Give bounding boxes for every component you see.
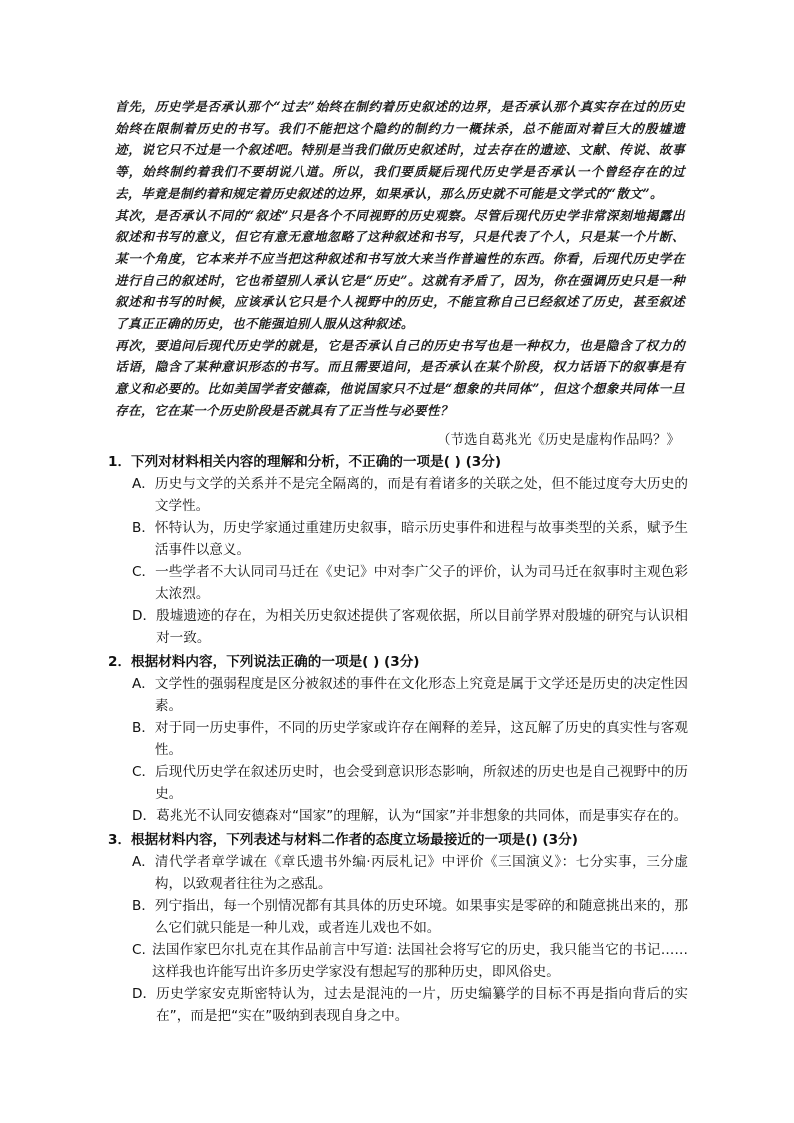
passage-paragraph-3: 再次，要追问后现代历史学的就是，它是否承认自己的历史书写也是一种权力，也是隐含了权力的话语，隐含了某种意识形态的书写。而且需要追问，是否承认在某个阶段，权力话语下的叙事是有意义和必要的。比如美国学者安德森，他说国家只不过是“想象的共同体”，但这个想象共同体一旦存在，它在某一个历史阶段是否就具有了正当性与必要性？ — [115, 337, 685, 418]
option-text: 文学性的强弱程度是区分被叙述的事件在文化形态上究竟是属于文学还是历史的决定性因素。 — [154, 676, 688, 714]
option-c — [108, 561, 688, 605]
option-letter: A． — [132, 854, 155, 870]
option-letter: C. — [132, 942, 146, 958]
question-3 — [108, 829, 688, 1027]
question-stem: 3．根据材料内容，下列表述与材料二作者的态度立场最接近的一项是() (3分) — [108, 832, 578, 848]
option-b — [108, 717, 688, 761]
option-text: 葛兆光不认同安德森对“国家”的理解，认为“国家”并非想象的共同体，而是事实存在的。 — [156, 808, 688, 824]
passage-source: （节选自葛兆光《历史是虚构作品吗？》 — [437, 432, 680, 448]
option-b — [108, 895, 688, 939]
option-letter: A． — [132, 676, 155, 692]
option-text: 对于同一历史事件，不同的历史学家或许存在阐释的差异，这瓦解了历史的真实性与客观性。 — [154, 720, 688, 758]
option-text: 历史学家安克斯密特认为，过去是混沌的一片，历史编纂学的目标不再是指向背后的实在”，而是把“实在”吸纳到表现自身之中。 — [156, 986, 688, 1024]
option-d — [108, 983, 688, 1027]
option-a — [108, 673, 688, 717]
option-c — [108, 761, 688, 805]
question-stem: 1．下列对材料相关内容的理解和分析，不正确的一项是( ) (3分) — [108, 454, 502, 470]
option-text: 一些学者不大认同司马迁在《史记》中对李广父子的评价，认为司马迁在叙事时主观色彩太浓烈。 — [155, 564, 688, 602]
option-text: 清代学者章学诚在《章氏遗书外编·丙辰札记》中评价《三国演义》：七分实事，三分虚构，以致观者往往为之惑乱。 — [154, 854, 688, 892]
question-stem: 2．根据材料内容，下列说法正确的一项是( ) (3分) — [108, 654, 420, 670]
option-letter: D． — [132, 808, 157, 824]
option-text: 怀特认为，历史学家通过重建历史叙事，暗示历史事件和进程与故事类型的关系，赋予生活事件以意义。 — [154, 520, 688, 558]
option-letter: D． — [132, 608, 157, 624]
option-letter: B． — [132, 520, 155, 536]
option-a — [108, 473, 688, 517]
option-a — [108, 851, 688, 895]
reading-passage — [115, 96, 685, 422]
option-letter: B． — [132, 720, 155, 736]
question-1 — [108, 451, 688, 649]
option-text: 法国作家巴尔扎克在其作品前言中写道: 法国社会将写它的历史，我只能当它的书记……这样我也许能写出许多历史学家没有想起写的那种历史，即风俗史。 — [152, 942, 688, 980]
option-text: 殷墟遗迹的存在，为相关历史叙述提供了客观依据，所以目前学界对殷墟的研究与认识相对一致。 — [156, 608, 688, 646]
option-text: 历史与文学的关系并不是完全隔离的，而是有着诸多的关联之处，但不能过度夸大历史的文学性。 — [154, 476, 688, 514]
option-letter: C． — [132, 764, 156, 780]
option-text: 后现代历史学在叙述历史时，也会受到意识形态影响，所叙述的历史也是自己视野中的历史。 — [155, 764, 688, 802]
passage-paragraph-2: 其次，是否承认不同的“叙述”只是各个不同视野的历史观察。尽管后现代历史学非常深刻地揭露出叙述和书写的意义，但它有意无意地忽略了这种叙述和书写，只是代表了个人，只是某一个片断、某一个角度，它本来并不应当把这种叙述和书写放大来当作普遍性的东西。你看，后现代历史学在进行自己的叙述时，它也希望别人承认它是“历史”。这就有矛盾了，因为，你在强调历史只是一种叙述和书写的时候，应该承认它只是个人视野中的历史，不能宣称自己已经叙述了历史，甚至叙述了真正正确的历史，也不能强迫别人服从这种叙述。 — [115, 207, 685, 332]
option-letter: C． — [132, 564, 156, 580]
option-text: 列宁指出，每一个别情况都有其具体的历史环境。如果事实是零碎的和随意挑出来的，那么它们就只能是一种儿戏，或者连儿戏也不如。 — [154, 898, 688, 936]
passage-paragraph-1: 首先，历史学是否承认那个“过去”始终在制约着历史叙述的边界，是否承认那个真实存在过的历史始终在限制着历史的书写。我们不能把这个隐约的制约力一概抹杀，总不能面对着巨大的殷墟遗迹，说它只不过是一个叙述吧。特别是当我们做历史叙述时，过去存在的遗迹、文献、传说、故事等，始终制约着我们不要胡说八道。所以，我们要质疑后现代历史学是否承认一个曾经存在的过去，毕竟是制约着和规定着历史叙述的边界，如果承认，那么历史就不可能是文学式的“散文”。 — [115, 99, 685, 201]
option-d — [108, 805, 688, 827]
option-letter: A． — [132, 476, 155, 492]
option-d — [108, 605, 688, 649]
question-2 — [108, 651, 688, 827]
option-b — [108, 517, 688, 561]
question-list — [108, 451, 688, 1029]
option-c — [108, 939, 688, 983]
option-letter: D． — [132, 986, 157, 1002]
option-letter: B． — [132, 898, 155, 914]
